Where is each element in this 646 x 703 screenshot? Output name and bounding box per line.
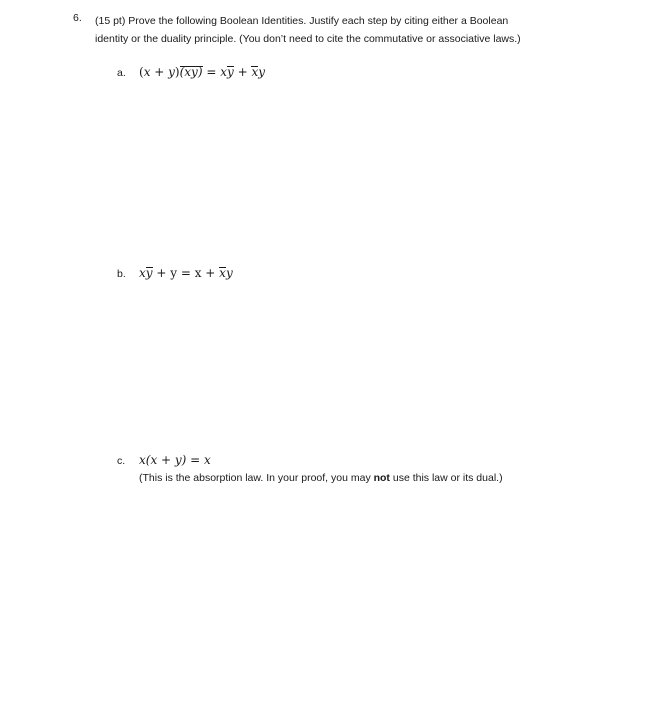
part-c-note: (This is the absorption law. In your proof, you may not use this law or its dual.) <box>139 472 503 484</box>
question-line-2: identity or the duality principle. (You don’t need to cite the commutative or associative laws.) <box>95 33 521 45</box>
part-a-complement-bar: (xy) <box>179 65 203 79</box>
part-b-equation: xy + y = x + xy <box>139 266 233 280</box>
part-a-letter: a. <box>117 67 126 79</box>
part-c-letter: c. <box>117 455 126 467</box>
part-c-equation: x(x + y) = x <box>139 453 211 467</box>
question-text <box>95 12 615 48</box>
part-a-equation: (x + y)(xy) = xy + xy <box>139 65 266 79</box>
part-b-letter: b. <box>117 268 126 280</box>
question-line-1: (15 pt) Prove the following Boolean Identities. Justify each step by citing either a Boolean <box>95 15 509 27</box>
question-number: 6. <box>73 12 82 24</box>
